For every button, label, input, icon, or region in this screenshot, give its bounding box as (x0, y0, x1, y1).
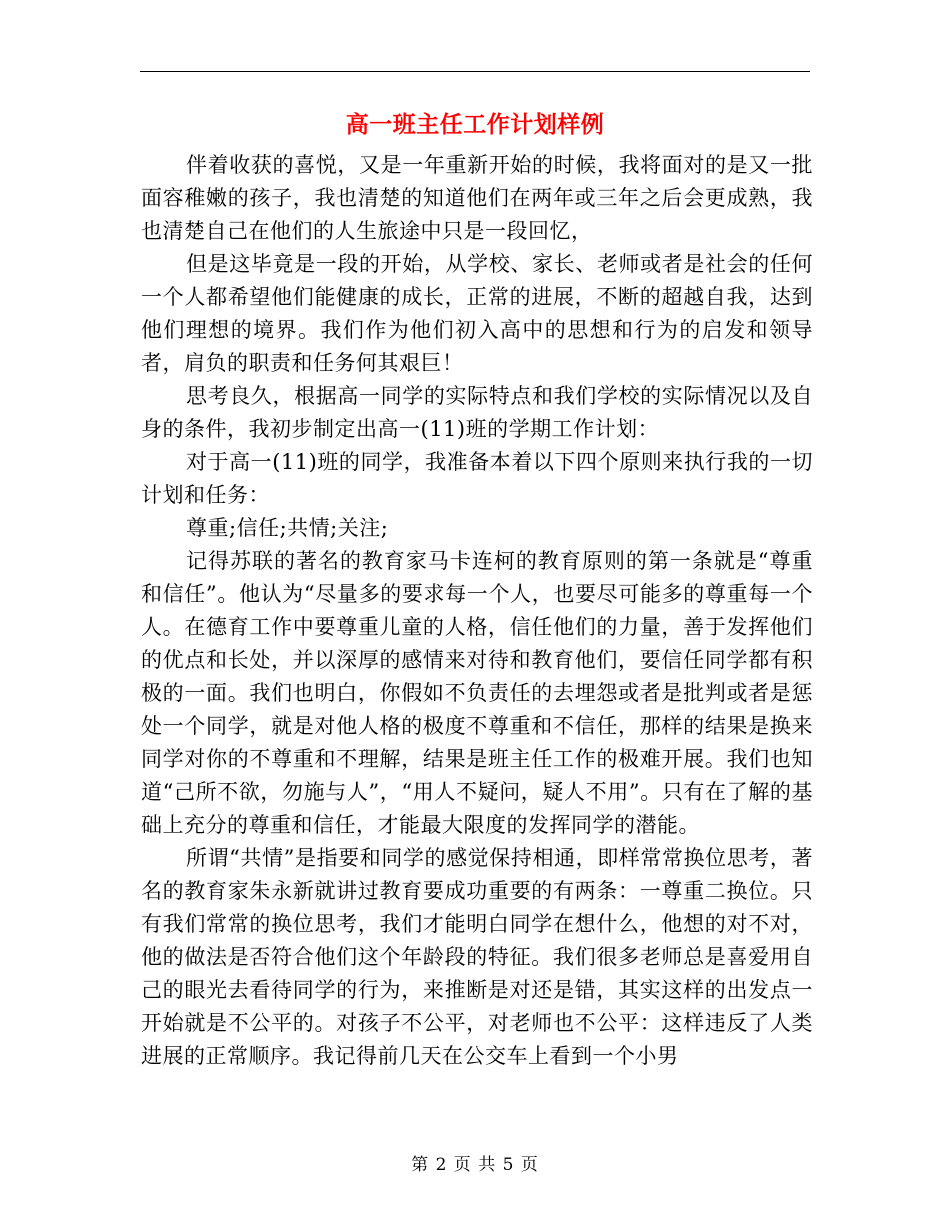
paragraph: 思考良久，根据高一同学的实际特点和我们学校的实际情况以及自身的条件，我初步制定出高一(11)班的学期工作计划： (141, 384, 813, 441)
paragraph: 所谓“共情”是指要和同学的感觉保持相通，即样常常换位思考，著名的教育家朱永新就讲过教育要成功重要的有两条：一尊重二换位。只有我们常常的换位思考，我们才能明白同学在想什么，他想的对不对，他的做法是否符合他们这个年龄段的特征。我们很多老师总是喜爱用自己的眼光去看待同学的行为，来推断是对还是错，其实这样的出发点一开始就是不公平的。对孩子不公平，对老师也不公平：这样违反了人类进展的正常顺序。我记得前几天在公交车上看到一个小男 (141, 846, 813, 1068)
page-footer: 第 2 页 共 5 页 (411, 1155, 539, 1175)
paragraph: 记得苏联的著名的教育家马卡连柯的教育原则的第一条就是“尊重和信任”。他认为“尽量多的要求每一个人，也要尽可能多的尊重每一个人。在德育工作中要尊重儿童的人格，信任他们的力量，善于发挥他们的优点和长处，并以深厚的感情来对待和教育他们，要信任同学都有积极的一面。我们也明白，你假如不负责任的去埋怨或者是批判或者是惩处一个同学，就是对他人格的极度不尊重和不信任，那样的结果是换来同学对你的不尊重和不理解，结果是班主任工作的极难开展。我们也知道“己所不欲，勿施与人”，“用人不疑问，疑人不用”。只有在了解的基础上充分的尊重和信任，才能最大限度的发挥同学的潜能。 (141, 549, 813, 837)
paragraph: 伴着收获的喜悦，又是一年重新开始的时候，我将面对的是又一批面容稚嫩的孩子，我也清楚的知道他们在两年或三年之后会更成熟，我也清楚自己在他们的人生旅途中只是一段回忆， (141, 153, 813, 243)
document-title: 高一班主任工作计划样例 (345, 112, 605, 138)
header-rule (140, 71, 810, 72)
paragraph: 尊重;信任;共情;关注; (186, 516, 389, 540)
document-body (141, 149, 813, 1073)
paragraph: 对于高一(11)班的同学，我准备本着以下四个原则来执行我的一切计划和任务： (141, 450, 813, 507)
paragraph: 但是这毕竟是一段的开始，从学校、家长、老师或者是社会的任何一个人都希望他们能健康的成长，正常的进展，不断的超越自我，达到他们理想的境界。我们作为他们初入高中的思想和行为的启发和领导者，肩负的职责和任务何其艰巨！ (141, 252, 813, 375)
